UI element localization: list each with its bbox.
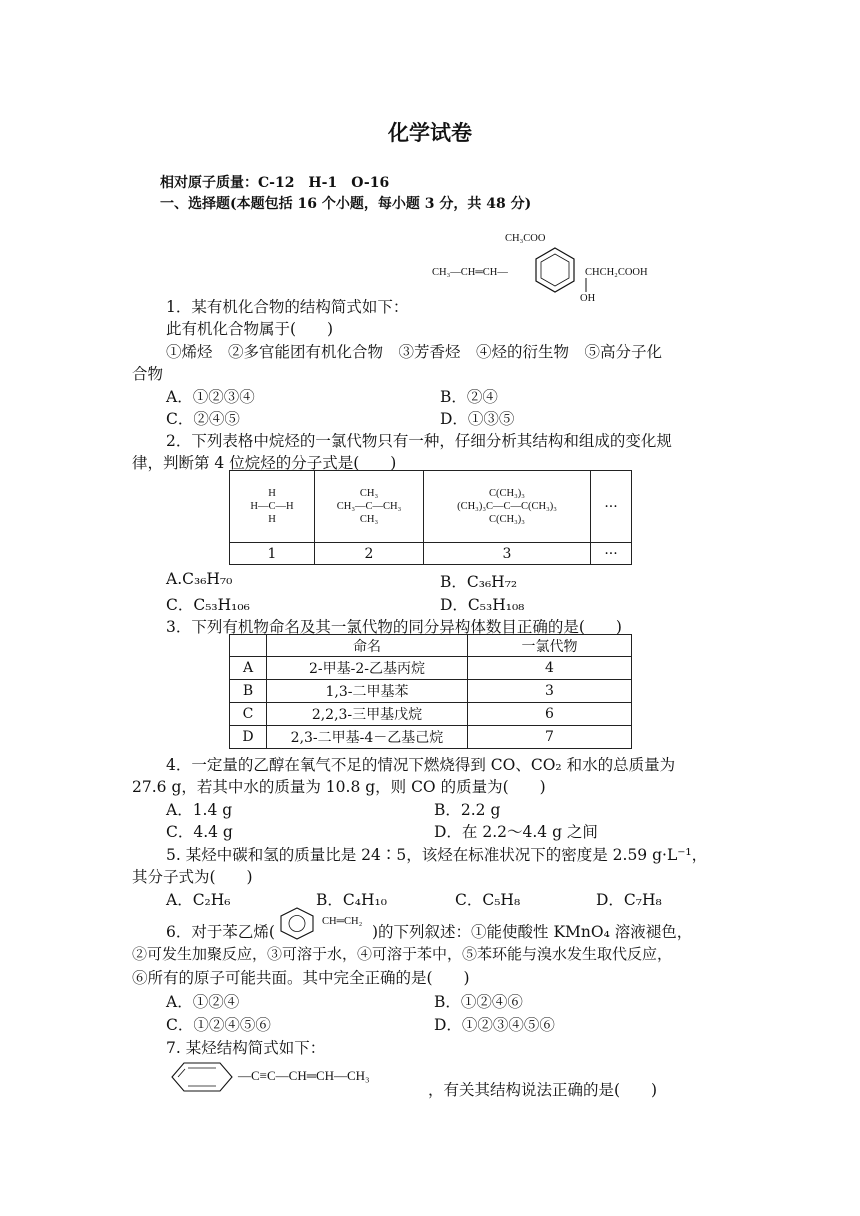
q4-option-a: A．1.4 g [166,801,233,819]
q3-row-label: D [230,726,267,749]
q2-cell-ellipsis: ··· [591,471,632,543]
q4-stem: 4．一定量的乙醇在氧气不足的情况下燃烧得到 CO、CO₂ 和水的总质量为 [166,756,676,774]
q2-option-a: A.C₃₆H₇₀ [166,570,233,588]
q7-stem: 7. 某烃结构简式如下： [166,1039,326,1057]
q1-option-a: A．①②③④ [166,388,255,406]
q3-row-count: 6 [468,703,632,726]
benzene-ring-icon [164,1060,240,1094]
q1-bond [583,278,589,292]
q1-items: ①烯烃 ②多官能团有机化合物 ③芳香烃 ④烃的衍生物 ⑤高分子化 [166,343,663,361]
q3-row-label: B [230,680,267,703]
q2-c1-bot: H [268,514,276,526]
q5-option-c: C．C₅H₈ [455,891,521,909]
q5-stem2: 其分子式为( ) [132,868,253,886]
q2-stem2: 律，判断第 4 位烷烃的分子式是( ) [132,454,397,472]
q2-c1-top: H [268,487,276,499]
q2-option-c: C．C₅₃H₁₀₆ [166,596,250,614]
q5-option-d: D．C₇H₈ [596,891,662,909]
q1-struct-acetoxy: CH₃COO [505,233,546,244]
q6-stem2: ②可发生加聚反应，③可溶于水，④可溶于苯中，⑤苯环能与溴水发生取代反应， [132,945,673,963]
q4-stem2: 27.6 g，若其中水的质量为 10.8 g，则 CO 的质量为( ) [132,778,546,796]
q1-struct-hydroxyl: OH [580,293,596,304]
q2-num-1: 1 [230,543,315,565]
q2-c3-top: C(CH₃)₃ [489,487,525,499]
benzene-ring-icon [275,905,319,941]
q1-stem2: 此有机化合物属于( ) [166,320,334,338]
q1-option-b: B．②④ [440,388,498,406]
q4-option-c: C．4.4 g [166,823,233,841]
q6-stem3: ⑥所有的原子可能共面。其中完全正确的是( ) [132,969,470,987]
q2-alkane-table [229,470,632,565]
q6-option-b: B．①②④⑥ [434,993,523,1011]
q2-c1-mid: H—C—H [250,500,294,512]
q3-row-label: C [230,703,267,726]
q6-struct-vinyl: CH═CH₂ [322,916,363,927]
q3-row-name: 2,2,3-三甲基戊烷 [267,703,468,726]
q3-row-name: 2,3-二甲基-4－乙基己烷 [267,726,468,749]
q7-stem2: ，有关其结构说法正确的是( ) [428,1081,658,1099]
q6-option-d: D．①②③④⑤⑥ [434,1016,555,1034]
q1-items2: 合物 [132,365,164,383]
q6-option-c: C．①②④⑤⑥ [166,1016,271,1034]
q2-c2-top: CH₃ [359,487,379,499]
q3-row-count: 7 [468,726,632,749]
q2-cell-3 [424,471,591,543]
q1-struct-side-chain: CHCH₂COOH [585,267,648,278]
q2-c2-bot: CH₃ [359,514,379,526]
q1-option-d: D．①③⑤ [440,410,515,428]
q3-row-name: 1,3-二甲基苯 [267,680,468,703]
q2-c2-mid: CH₃—C—CH₃ [336,500,402,512]
q2-c3-mid: (CH₃)₃C—C—C(CH₃)₃ [457,500,557,512]
q1-struct-propenyl: CH₃—CH═CH— [432,267,508,278]
q2-c3-bot: C(CH₃)₃ [489,514,525,526]
q3-row-name: 2-甲基-2-乙基丙烷 [267,657,468,680]
q4-option-d: D．在 2.2～4.4 g 之间 [434,823,598,841]
q2-num-ellipsis: ··· [591,543,632,565]
q1-option-c: C．②④⑤ [166,410,240,428]
q2-option-d: D．C₅₃H₁₀₈ [440,596,525,614]
q3-header-name: 命名 [267,635,468,657]
q3-row-count: 4 [468,657,632,680]
q2-cell-2 [315,471,424,543]
q3-row-label: A [230,657,267,680]
q5-option-b: B．C₄H₁₀ [316,891,387,909]
q7-struct-chain: —C≡C—CH═CH—CH₃ [238,1068,370,1083]
benzene-ring-icon [530,244,580,304]
q3-header-count: 一氯代物 [468,635,632,657]
q2-option-b: B．C₃₆H₇₂ [440,573,518,591]
section-heading: 一、选择题(本题包括 16 个小题，每小题 3 分，共 48 分) [160,196,532,212]
q6-option-a: A．①②④ [166,993,240,1011]
q3-naming-table [229,634,632,749]
q2-cell-1 [230,471,315,543]
page-title: 化学试卷 [388,121,472,145]
atomic-mass-note: 相对原子质量：C-12 H-1 O-16 [160,175,390,191]
q3-row-count: 3 [468,680,632,703]
q5-stem: 5. 某烃中碳和氢的质量比是 24∶5，该烃在标准状况下的密度是 2.59 g·L⁻¹， [166,846,708,864]
q2-num-3: 3 [424,543,591,565]
q4-option-b: B．2.2 g [434,801,501,819]
q6-stem-b: )的下列叙述：①能使酸性 KMnO₄ 溶液褪色， [372,923,693,941]
q2-stem: 2．下列表格中烷烃的一氯代物只有一种，仔细分析其结构和组成的变化规 [166,432,672,450]
q1-stem: 1．某有机化合物的结构简式如下： [166,298,409,316]
q5-option-a: A．C₂H₆ [166,891,231,909]
q6-stem-a: 6．对于苯乙烯( [166,923,275,941]
q2-num-2: 2 [315,543,424,565]
q3-header-blank [230,635,267,657]
q3-stem: 3．下列有机物命名及其一氯代物的同分异构体数目正确的是( ) [166,618,622,636]
